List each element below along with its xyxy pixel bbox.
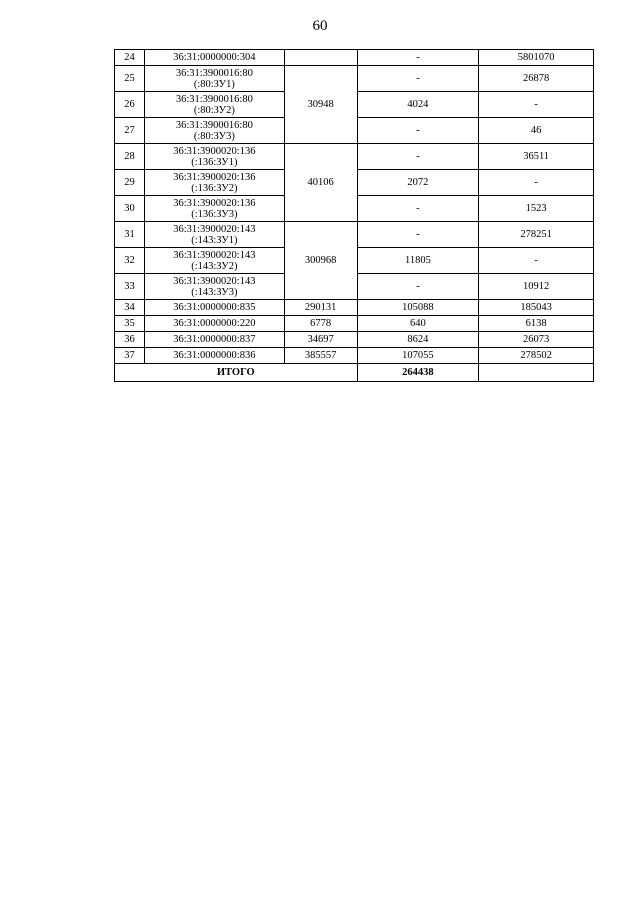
table-row [115, 144, 594, 170]
table-row [115, 316, 594, 332]
row-number: 28 [115, 144, 145, 170]
value-cell: 26878 [479, 66, 594, 92]
land-plots-table [114, 49, 594, 382]
value-cell: 107055 [357, 348, 479, 364]
row-number: 34 [115, 300, 145, 316]
cadastral-number [144, 92, 284, 118]
cadastral-number: 36:31:0000000:220 [144, 316, 284, 332]
area-cell [284, 50, 357, 66]
area-cell: 34697 [284, 332, 357, 348]
cadastral-sub: (:80:ЗУ1) [193, 78, 235, 90]
total-row [115, 364, 594, 382]
value-cell: - [357, 196, 479, 222]
cadastral-sub: (:136:ЗУ3) [191, 208, 238, 220]
value-cell: 26073 [479, 332, 594, 348]
total-value: 264438 [357, 364, 479, 382]
row-number: 31 [115, 222, 145, 248]
cadastral-sub: (:80:ЗУ2) [193, 104, 235, 116]
value-cell: 185043 [479, 300, 594, 316]
value-cell: 36511 [479, 144, 594, 170]
value-cell: - [479, 92, 594, 118]
value-cell: 11805 [357, 248, 479, 274]
cadastral-sub: (:136:ЗУ1) [191, 156, 238, 168]
table-row [115, 300, 594, 316]
row-number: 27 [115, 118, 145, 144]
value-cell: - [479, 170, 594, 196]
table-row [115, 50, 594, 66]
cadastral-number: 36:31:0000000:837 [144, 332, 284, 348]
value-cell: 1523 [479, 196, 594, 222]
cadastral-number [144, 196, 284, 222]
value-cell: - [357, 50, 479, 66]
row-number: 30 [115, 196, 145, 222]
area-cell: 40106 [284, 144, 357, 222]
cadastral-sub: (:143:ЗУ1) [191, 234, 238, 246]
cadastral-number [144, 170, 284, 196]
row-number: 32 [115, 248, 145, 274]
value-cell: - [357, 118, 479, 144]
cadastral-number: 36:31:0000000:304 [144, 50, 284, 66]
row-number: 26 [115, 92, 145, 118]
cadastral-sub: (:143:ЗУ3) [191, 286, 238, 298]
area-cell: 385557 [284, 348, 357, 364]
table-row [115, 332, 594, 348]
table-row [115, 66, 594, 92]
cadastral-sub: (:143:ЗУ2) [191, 260, 238, 272]
cadastral-sub: (:136:ЗУ2) [191, 182, 238, 194]
row-number: 36 [115, 332, 145, 348]
area-cell: 290131 [284, 300, 357, 316]
area-cell: 300968 [284, 222, 357, 300]
cadastral-number: 36:31:0000000:835 [144, 300, 284, 316]
value-cell: - [479, 248, 594, 274]
row-number: 24 [115, 50, 145, 66]
row-number: 35 [115, 316, 145, 332]
value-cell: - [357, 66, 479, 92]
cadastral-number: 36:31:0000000:836 [144, 348, 284, 364]
row-number: 25 [115, 66, 145, 92]
cadastral-number [144, 222, 284, 248]
cadastral-number [144, 118, 284, 144]
row-number: 37 [115, 348, 145, 364]
area-cell: 6778 [284, 316, 357, 332]
value-cell: 10912 [479, 274, 594, 300]
area-cell: 30948 [284, 66, 357, 144]
value-cell: 640 [357, 316, 479, 332]
cadastral-main: 36:31:3900020:136 [173, 171, 256, 183]
value-cell: 6138 [479, 316, 594, 332]
value-cell: 2072 [357, 170, 479, 196]
row-number: 33 [115, 274, 145, 300]
value-cell: 278251 [479, 222, 594, 248]
cadastral-main: 36:31:3900016:80 [175, 119, 253, 131]
page-number: 60 [312, 18, 328, 34]
cadastral-main: 36:31:3900016:80 [175, 67, 253, 79]
table-row [115, 222, 594, 248]
total-empty-cell [479, 364, 594, 382]
value-cell: 8624 [357, 332, 479, 348]
row-number: 29 [115, 170, 145, 196]
cadastral-sub: (:80:ЗУ3) [193, 130, 235, 142]
cadastral-main: 36:31:3900020:136 [173, 197, 256, 209]
cadastral-number [144, 274, 284, 300]
value-cell: - [357, 222, 479, 248]
total-label: ИТОГО [115, 364, 358, 382]
cadastral-main: 36:31:3900020:143 [173, 223, 256, 235]
cadastral-main: 36:31:3900020:143 [173, 249, 256, 261]
table-row [115, 348, 594, 364]
value-cell: 46 [479, 118, 594, 144]
value-cell: 105088 [357, 300, 479, 316]
value-cell: 5801070 [479, 50, 594, 66]
cadastral-main: 36:31:3900016:80 [175, 93, 253, 105]
cadastral-number [144, 66, 284, 92]
value-cell: - [357, 144, 479, 170]
value-cell: - [357, 274, 479, 300]
value-cell: 4024 [357, 92, 479, 118]
value-cell: 278502 [479, 348, 594, 364]
cadastral-main: 36:31:3900020:136 [173, 145, 256, 157]
cadastral-number [144, 144, 284, 170]
cadastral-main: 36:31:3900020:143 [173, 275, 256, 287]
cadastral-number [144, 248, 284, 274]
